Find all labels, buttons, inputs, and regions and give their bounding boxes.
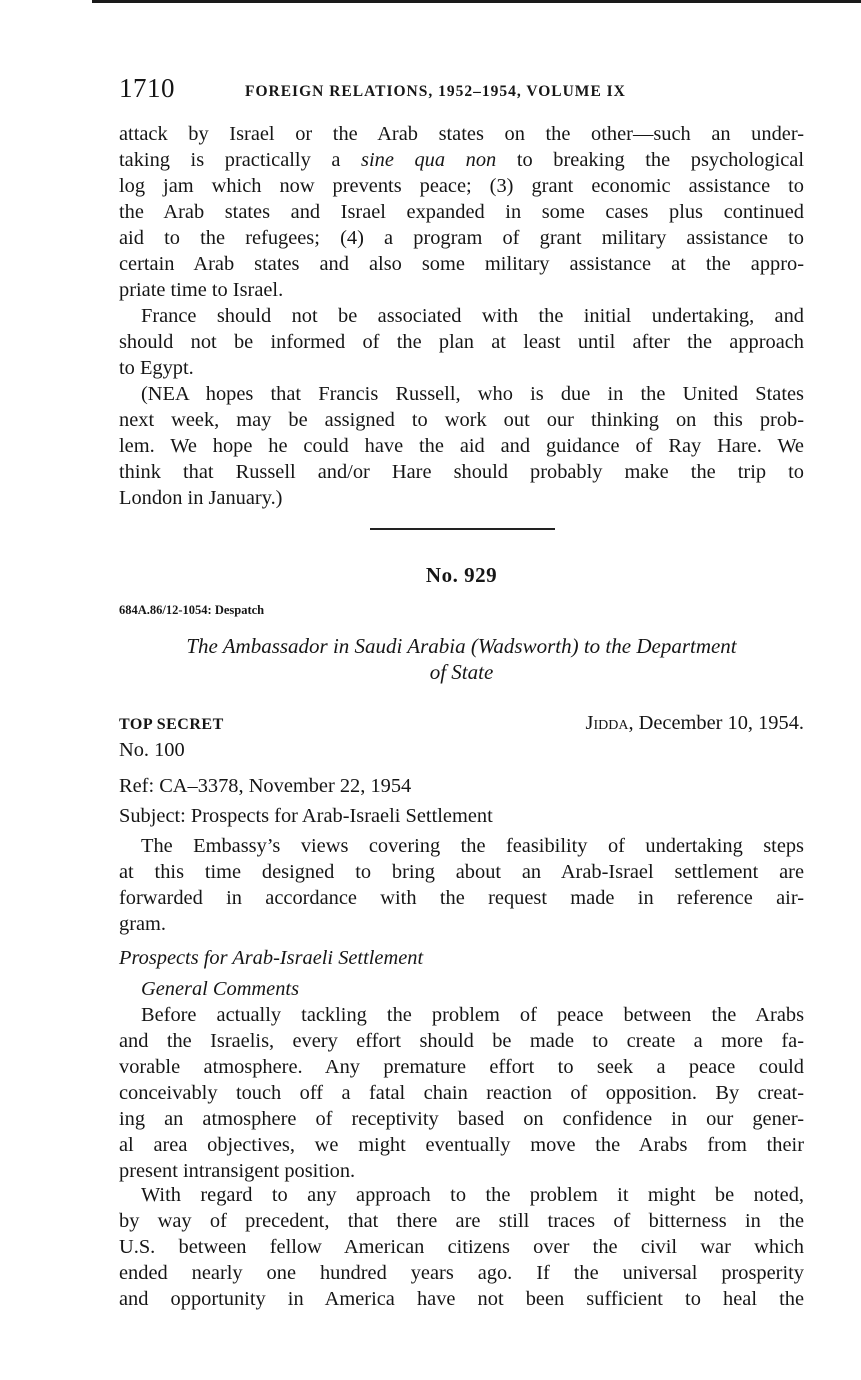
text-line: by way of precedent, that there are still traces of bitterness in the <box>119 1210 804 1232</box>
text-line: vorable atmosphere. Any premature effort to seek a peace could <box>119 1056 804 1078</box>
continuation-paragraph <box>119 121 804 303</box>
general-comments-paragraph <box>119 1002 804 1184</box>
text-line: conceivably touch off a fatal chain reaction of opposition. By creat- <box>119 1082 804 1104</box>
text-line: lem. We hope he could have the aid and guidance of Ray Hare. We <box>119 435 804 457</box>
file-reference: 684A.86/12-1054: Despatch <box>119 603 265 617</box>
text-line: the Arab states and Israel expanded in some cases plus continued <box>119 201 804 223</box>
france-paragraph <box>119 303 804 381</box>
nea-paragraph <box>119 381 804 511</box>
text-line: France should not be associated with the initial undertaking, and <box>141 305 804 327</box>
reference-line: Ref: CA–3378, November 22, 1954 <box>119 775 412 797</box>
despatch-number: No. 100 <box>119 739 185 761</box>
section-heading: Prospects for Arab-Israeli Settlement <box>119 947 424 969</box>
text-line: al area objectives, we might eventually move the Arabs from their <box>119 1134 804 1156</box>
text-line: and the Israelis, every effort should be made to create a more fa- <box>119 1030 804 1052</box>
text-line: ended nearly one hundred years ago. If the universal prosperity <box>119 1262 804 1284</box>
text-line: aid to the refugees; (4) a program of grant military assistance to <box>119 227 804 249</box>
section-divider <box>370 528 555 530</box>
text-line: priate time to Israel. <box>119 279 284 301</box>
page-header <box>119 73 804 107</box>
text-line: present intransigent position. <box>119 1160 356 1182</box>
text-line: gram. <box>119 913 166 935</box>
text-line: London in January.) <box>119 487 283 509</box>
text-line: The Embassy’s views covering the feasibility of undertaking steps <box>141 835 804 857</box>
text-line: With regard to any approach to the problem it might be noted, <box>141 1184 804 1206</box>
text-line: and opportunity in America have not been sufficient to heal the <box>119 1288 804 1310</box>
page-number: 1710 <box>119 73 175 103</box>
running-head: FOREIGN RELATIONS, 1952–1954, VOLUME IX <box>245 83 626 100</box>
dateline-date: December 10, 1954. <box>633 712 804 734</box>
text-line: log jam which now prevents peace; (3) grant economic assistance to <box>119 175 804 197</box>
text-line: Before actually tackling the problem of peace between the Arabs <box>141 1004 804 1026</box>
subsection-heading: General Comments <box>141 978 300 1000</box>
title-line: The Ambassador in Saudi Arabia (Wadsworth) to the Department <box>186 634 737 658</box>
classification: TOP SECRET <box>119 716 224 733</box>
precedent-paragraph <box>119 1182 804 1312</box>
italic-phrase: sine qua non <box>361 149 497 171</box>
text-line: attack by Israel or the Arab states on the other—such an under- <box>119 123 804 145</box>
dateline <box>586 712 804 735</box>
text-line: ing an atmosphere of receptivity based on confidence in our gener- <box>119 1108 804 1130</box>
text-line: think that Russell and/or Hare should probably make the trip to <box>119 461 804 483</box>
text-line: taking is practically a sine qua non to breaking the psychological <box>119 149 804 171</box>
dateline-place: Jidda, <box>585 712 634 734</box>
text-line: next week, may be assigned to work out our thinking on this prob- <box>119 409 804 431</box>
subject-line: Subject: Prospects for Arab-Israeli Settlement <box>119 805 493 827</box>
top-edge-rule <box>92 0 861 3</box>
text-line: certain Arab states and also some military assistance at the appro- <box>119 253 804 275</box>
document-title <box>119 633 804 685</box>
text-line: U.S. between fellow American citizens over the civil war which <box>119 1236 804 1258</box>
text-line: (NEA hopes that Francis Russell, who is due in the United States <box>141 383 804 405</box>
embassy-paragraph <box>119 833 804 937</box>
title-line: of State <box>429 660 494 684</box>
text-line: to Egypt. <box>119 357 194 379</box>
text-line: should not be informed of the plan at least until after the approach <box>119 331 804 353</box>
text-line: at this time designed to bring about an Arab-Israel settlement are <box>119 861 804 883</box>
text-line: forwarded in accordance with the request made in reference air- <box>119 887 804 909</box>
document-number: No. 929 <box>425 563 498 587</box>
